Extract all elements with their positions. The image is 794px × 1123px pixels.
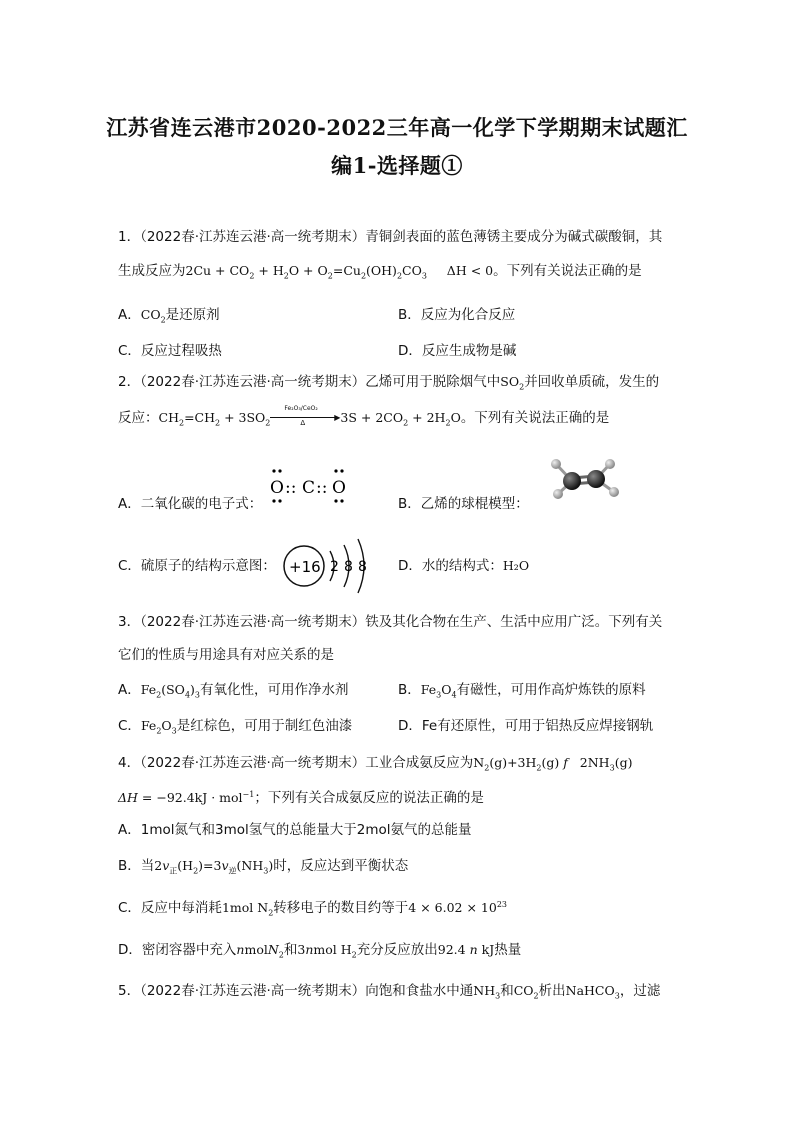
q1-option-b: B．反应为化合反应 xyxy=(398,307,516,323)
q1-option-a: A．$CO_2$是还原剂 xyxy=(118,307,220,325)
document-title-line1: 江苏省连云港市2020-2022三年高一化学下学期期末试题汇 xyxy=(106,115,688,140)
co2-electron-dot-figure xyxy=(268,466,358,506)
q2-option-c: C．硫原子的结构示意图： xyxy=(118,558,276,574)
ethylene-ball-stick-model xyxy=(546,456,626,502)
svg-text:8: 8 xyxy=(358,559,367,575)
svg-text:8: 8 xyxy=(344,559,353,575)
q2-option-d: D．水的结构式：H₂O xyxy=(398,558,530,574)
q5-stem-line1: 5．（2022春·江苏连云港·高一统考期末）向饱和食盐水中通$NH_3$和$CO_2$析出NaHCO$_3$，过滤 xyxy=(118,983,661,1001)
q1-stem-line1: 1．（2022春·江苏连云港·高一统考期末）青铜剑表面的蓝色薄锈主要成分为碱式碳酸铜，其 xyxy=(118,229,663,245)
q4-stem-line2: ΔH = −92.4kJ · mol$^{-1}$；下列有关合成氨反应的说法正确的是 xyxy=(118,790,484,807)
svg-text:+16: +16 xyxy=(289,558,321,576)
svg-text:::: :: xyxy=(285,478,297,498)
q1-option-c: C．反应过程吸热 xyxy=(118,343,222,359)
q3-option-b: B．$Fe_3O_4$有磁性，可用作高炉炼铁的原料 xyxy=(398,682,646,700)
q3-option-a: A．$Fe_2(SO_4)_3$有氧化性，可用作净水剂 xyxy=(118,682,349,700)
q1-stem-text: 生成反应为 xyxy=(118,263,186,279)
q4-option-a: A．1mol氮气和3mol氢气的总能量大于2mol氨气的总能量 xyxy=(118,822,472,838)
q1-stem-line2 xyxy=(118,263,678,281)
svg-text:O: O xyxy=(332,478,346,498)
q3-stem-line1: 3．（2022春·江苏连云港·高一统考期末）铁及其化合物在生产、生活中应用广泛。下列有关 xyxy=(118,614,663,630)
svg-text:2: 2 xyxy=(330,559,339,575)
q2-stem-line1: 2．（2022春·江苏连云港·高一统考期末）乙烯可用于脱除烟气中$SO_2$并回收单质硫，发生的 xyxy=(118,374,660,392)
q4-option-d: D．密闭容器中充入nmolN$_2$和3nmol $H_2$充分反应放出92.4 n kJ热量 xyxy=(118,942,522,960)
q4-option-c: C．反应中每消耗1mol $N_2$转移电子的数目约等于$4 \times 6.02 \times 10^{23}$ xyxy=(118,900,508,918)
q2-option-a: A．二氧化碳的电子式： xyxy=(118,496,263,512)
q3-option-d: D．Fe有还原性，可用于铝热反应焊接钢轨 xyxy=(398,718,654,734)
document-title-line2: 编1-选择题① xyxy=(331,153,463,178)
sulfur-atom-structure-diagram xyxy=(280,535,380,595)
svg-text:::: :: xyxy=(316,478,328,498)
q2-stem-line2: 反应：$CH_2=CH_2 + 3SO_2$ Fe₂O₃/CeO₂ ▶ Δ $3S + 2CO_2 + 2H_2O$。下列有关说法正确的是 xyxy=(118,405,610,428)
q2-reaction-arrow: Fe₂O₃/CeO₂ ▶ Δ xyxy=(270,411,340,425)
q2-option-b: B．乙烯的球棍模型： xyxy=(398,496,529,512)
q1-equation: $2Cu + CO_2 + H_2O + O_2=Cu_2(OH)_2CO_3$ ΔH < 0 xyxy=(185,263,494,281)
q1-stem-tail: 。下列有关说法正确的是 xyxy=(493,263,642,279)
svg-text:C: C xyxy=(302,478,316,498)
q1-option-d: D．反应生成物是碱 xyxy=(398,343,517,359)
svg-text:O: O xyxy=(270,478,284,498)
q3-stem-line2: 它们的性质与用途具有对应关系的是 xyxy=(118,647,334,663)
q4-option-b: B．当$2v_正(H_2)=3v_逆(NH_3)$时，反应达到平衡状态 xyxy=(118,858,409,876)
q3-option-c: C．$Fe_2O_3$是红棕色，可用于制红色油漆 xyxy=(118,718,353,736)
q4-stem-line1: 4．（2022春·江苏连云港·高一统考期末）工业合成氨反应为$N_2(g)+3H_2(g)$ f $2NH_3(g)$ xyxy=(118,755,633,773)
